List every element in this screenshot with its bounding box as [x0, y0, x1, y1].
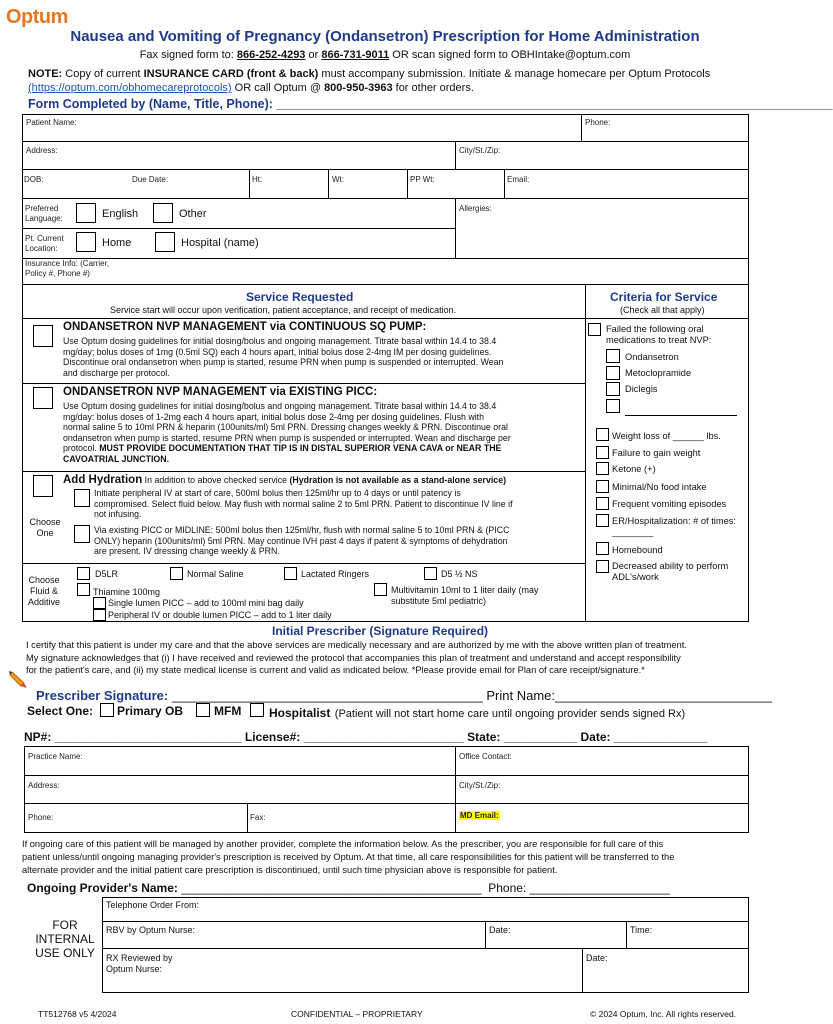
pencil-icon	[8, 668, 30, 690]
picc-title: ONDANSETRON NVP MANAGEMENT via EXISTING PICC:	[63, 386, 378, 398]
decreased-ability-label: Decreased ability to perform ADL's/work	[612, 561, 729, 582]
note: NOTE: Copy of current INSURANCE CARD (front & back) must accompany submission. Initiate & manage homecare per Optum Protocols (https://optum.com/obhomecareprotocols) OR call Optum @ 800-950-3963 for other orders.	[28, 68, 711, 94]
failed-meds-label: Failed the following oral medications to treat NVP:	[606, 324, 712, 345]
rx-reviewed-label: RX Reviewed by Optum Nurse:	[106, 953, 173, 974]
metoclopramide-label: Metoclopramide	[625, 368, 692, 378]
hydration-title: Add Hydration In addition to above checked service (Hydration is not available as a stand-alone service)	[63, 474, 507, 486]
signature-row[interactable]: Prescriber Signature: ___________________________________________ Print Name:______________________________	[36, 688, 772, 703]
home-label: Home	[102, 237, 132, 249]
npi-license-row[interactable]: NP#: ____________________________ License#: ________________________ State: ___________ Date: ______________	[24, 730, 708, 744]
protocols-link[interactable]: (https://optum.com/obhomecareprotocols)	[28, 82, 232, 94]
weight-label: Wt:	[332, 175, 344, 184]
form-code: TT512768 v5 4/2024	[38, 1009, 117, 1019]
mfm-checkbox[interactable]	[196, 703, 210, 717]
practice-name-label: Practice Name:	[28, 752, 83, 761]
er-hospitalization-label: ER/Hospitalization: # of times: ________	[612, 516, 737, 537]
peripheral-iv-checkbox[interactable]	[74, 489, 90, 507]
er-hospitalization-checkbox[interactable]	[596, 514, 609, 527]
certification-text: I certify that this patient is under my care and that the above services are medically necessary and are authorized by me with the above written plan of treatment. My signature acknowledges that (i) I have received and reviewed the protocol that accompanies this plan of treatment and understand and accept responsibility for the patient's care, and (ii) my state medical license is current and valid as indicated below. *Please provide email for Plan of care receipt/signature.*	[26, 640, 687, 675]
hospitalist-checkbox[interactable]	[250, 703, 264, 717]
failed-meds-checkbox[interactable]	[588, 323, 601, 336]
select-one-label: Select One:	[27, 704, 94, 718]
md-email-label: MD Email:	[460, 811, 499, 820]
insurance-label-2: Policy #, Phone #)	[25, 269, 90, 278]
language-label-2: Language:	[25, 214, 63, 223]
ongoing-provider-row[interactable]: Ongoing Provider's Name: _____________________________________________ Phone: _____________________	[27, 881, 670, 895]
normal-saline-checkbox[interactable]	[170, 567, 183, 580]
multivitamin-label: Multivitamin 10ml to 1 liter daily (may substitute 5ml pediatric)	[391, 585, 539, 606]
insurance-label: Insurance Info: (Carrier,	[25, 259, 110, 268]
copyright: © 2024 Optum, Inc. All rights reserved.	[590, 1009, 737, 1019]
telephone-order-label: Telephone Order From:	[106, 900, 200, 910]
english-label: English	[102, 208, 139, 220]
city-label: City/St./Zip:	[459, 146, 501, 155]
other-language-label: Other	[179, 208, 207, 220]
minimal-food-checkbox[interactable]	[596, 480, 609, 493]
pp-weight-label: PP Wt:	[410, 175, 435, 184]
minimal-food-label: Minimal/No food intake	[612, 482, 707, 492]
thiamine-label: Thiamine 100mg	[93, 587, 161, 597]
dob-label: DOB:	[24, 175, 44, 184]
sq-pump-title: ONDANSETRON NVP MANAGEMENT via CONTINUOUS SQ PUMP:	[63, 321, 427, 333]
service-requested-heading: Service Requested	[246, 290, 354, 304]
rbv-time-label: Time:	[630, 925, 653, 935]
page-title: Nausea and Vomiting of Pregnancy (Ondansetron) Prescription for Home Administration	[70, 28, 700, 45]
existing-picc-description: Via existing PICC or MIDLINE: 500ml bolus then 125ml/hr, flush with normal saline 5 to 10ml PRN & (PICC ONLY) heparin (100units/ml) 5ml PRN. May continue IVH past 4 days if patent & symptoms of dehydration are present. IV dressing change weekly & PRN.	[94, 525, 510, 557]
optum-logo: Optum	[6, 6, 68, 28]
service-subtitle: Service start will occur upon verification, patient acceptance, and receipt of medication.	[110, 305, 457, 315]
allergies-label: Allergies:	[459, 204, 492, 213]
practice-fax-label: Fax:	[250, 813, 266, 822]
language-label: Preferred	[25, 204, 59, 213]
failure-to-gain-checkbox[interactable]	[596, 446, 609, 459]
choose-fluid-label: Choose Fluid & Additive	[27, 575, 61, 607]
primary-ob-label: Primary OB	[117, 704, 184, 718]
diclegis-checkbox[interactable]	[606, 382, 620, 396]
ketone-label: Ketone (+)	[612, 464, 656, 474]
peripheral-double-label: Peripheral IV or double lumen PICC – add to 1 liter daily	[108, 610, 332, 620]
internal-use-label: FOR INTERNAL USE ONLY	[35, 918, 95, 960]
multivitamin-checkbox[interactable]	[374, 583, 387, 596]
height-label: Ht:	[252, 175, 263, 184]
mfm-label: MFM	[214, 704, 242, 718]
d5-half-ns-label: D5 ½ NS	[441, 569, 478, 579]
practice-address-label: Address:	[28, 781, 60, 790]
weight-loss-checkbox[interactable]	[596, 428, 609, 441]
fax-instructions: Fax signed form to: 866-252-4293 or 866-731-9011 OR scan signed form to OBHIntake@optum.com	[139, 49, 631, 61]
picc-checkbox[interactable]	[33, 387, 53, 409]
frequent-vomiting-checkbox[interactable]	[596, 497, 609, 510]
d5lr-checkbox[interactable]	[77, 567, 90, 580]
email-label: Email:	[507, 175, 530, 184]
ondansetron-label: Ondansetron	[625, 352, 679, 362]
homebound-label: Homebound	[612, 545, 663, 555]
metoclopramide-checkbox[interactable]	[606, 366, 620, 380]
ondansetron-checkbox[interactable]	[606, 349, 620, 363]
thiamine-checkbox[interactable]	[77, 583, 90, 596]
d5lr-label: D5LR	[95, 569, 119, 579]
sq-pump-checkbox[interactable]	[33, 325, 53, 347]
d5-half-ns-checkbox[interactable]	[424, 567, 437, 580]
form-completed-by[interactable]: Form Completed by (Name, Title, Phone): ________________________________________________________________________________	[28, 97, 833, 111]
other-med-checkbox[interactable]	[606, 399, 620, 413]
rbv-date-label: Date:	[489, 925, 511, 935]
other-language-checkbox[interactable]	[153, 203, 173, 223]
criteria-subtitle: (Check all that apply)	[620, 305, 705, 315]
address-label: Address:	[26, 146, 58, 155]
failure-to-gain-label: Failure to gain weight	[612, 448, 701, 458]
homebound-checkbox[interactable]	[596, 542, 609, 555]
weight-loss-label: Weight loss of ______ lbs.	[612, 431, 721, 441]
lactated-ringers-label: Lactated Ringers	[301, 569, 370, 579]
hospital-label: Hospital (name)	[181, 237, 259, 249]
primary-ob-checkbox[interactable]	[100, 703, 114, 717]
practice-phone-label: Phone:	[28, 813, 54, 822]
criteria-heading: Criteria for Service	[610, 290, 718, 304]
hydration-checkbox[interactable]	[33, 475, 53, 497]
normal-saline-label: Normal Saline	[187, 569, 244, 579]
patient-phone-label: Phone:	[585, 118, 611, 127]
confidential-label: CONFIDENTIAL – PROPRIETARY	[291, 1009, 423, 1019]
frequent-vomiting-label: Frequent vomiting episodes	[612, 499, 727, 509]
peripheral-double-checkbox[interactable]	[93, 609, 106, 621]
lactated-ringers-checkbox[interactable]	[284, 567, 297, 580]
existing-picc-checkbox[interactable]	[74, 525, 90, 543]
decreased-ability-checkbox[interactable]	[596, 560, 609, 573]
prescriber-heading: Initial Prescriber (Signature Required)	[272, 624, 489, 638]
single-lumen-label: Single lumen PICC – add to 100ml mini bag daily	[108, 598, 304, 608]
home-checkbox[interactable]	[76, 232, 96, 252]
practice-city-label: City/St./Zip:	[459, 781, 501, 790]
single-lumen-checkbox[interactable]	[93, 597, 106, 609]
location-label-2: Location:	[25, 244, 58, 253]
office-contact-label: Office Contact:	[459, 752, 512, 761]
rx-date-label: Date:	[586, 953, 608, 963]
patient-name-label: Patient Name:	[26, 118, 77, 127]
sq-pump-description: Use Optum dosing guidelines for initial dosing/bolus and ongoing management. Titrate basal within 14.4 to 38.4 mg/day; bolus doses of 1mg (0.5ml SQ) each 4 hours apart, initial bolus dose 2-4mg IM per dosing guidelines. Discontinue oral ondansetron when pump is started, resume PRN when pump is suspended or interrupted. Wean and discharge per protocol.	[63, 336, 504, 378]
hospitalist-label: Hospitalist (Patient will not start home care until ongoing provider sends signed Rx)	[269, 706, 686, 720]
english-checkbox[interactable]	[76, 203, 96, 223]
picc-description: Use Optum dosing guidelines for initial dosing/bolus and ongoing management. Titrate basal within 14.4 to 38.4 mg/day: bolus doses of 1-2mg each 4 hours apart, initial bolus dose 2-4mg per dosing guidelines. Flush with normal saline 5 to 10ml PRN & heparin (100units/ml) 5ml PRN. Dressing changes weekly & PRN. Discontinue oral ondansetron when pump is started, resume PRN when pump is suspended or interrupted. Wean and discharge per protocol. MUST PROVIDE DOCUMENTATION THAT TIP IS IN DISTAL SUPERIOR VENA CAVA or NEAR THE CAVOATRIAL JUNCTION.	[63, 401, 511, 464]
hospital-checkbox[interactable]	[155, 232, 175, 252]
choose-one-label: Choose One	[29, 517, 61, 538]
peripheral-iv-description: Initiate peripheral IV at start of care, 500ml bolus then 125ml/hr up to 4 days or until patency is compromised. Select fluid below. May flush with normal saline 2 to 5ml PRN. Patient to discontinue IV line if not infusing.	[94, 488, 513, 520]
due-date-label: Due Date:	[132, 175, 169, 184]
ongoing-care-text: If ongoing care of this patient will be managed by another provider, complete the information below. As the prescriber, you are responsible for full care of this patient unless/until ongoing managing provider's prescription is received by Optum. At that time, all care responsibilities for this patient will be transferred to the alternate provider and the initial patient care prescription is discontinued, until such time physician above is responsible for patient.	[22, 839, 675, 875]
location-label: Pt. Current	[25, 234, 64, 243]
rbv-label: RBV by Optum Nurse:	[106, 925, 196, 935]
diclegis-label: Diclegis	[625, 384, 658, 394]
ketone-checkbox[interactable]	[596, 462, 609, 475]
